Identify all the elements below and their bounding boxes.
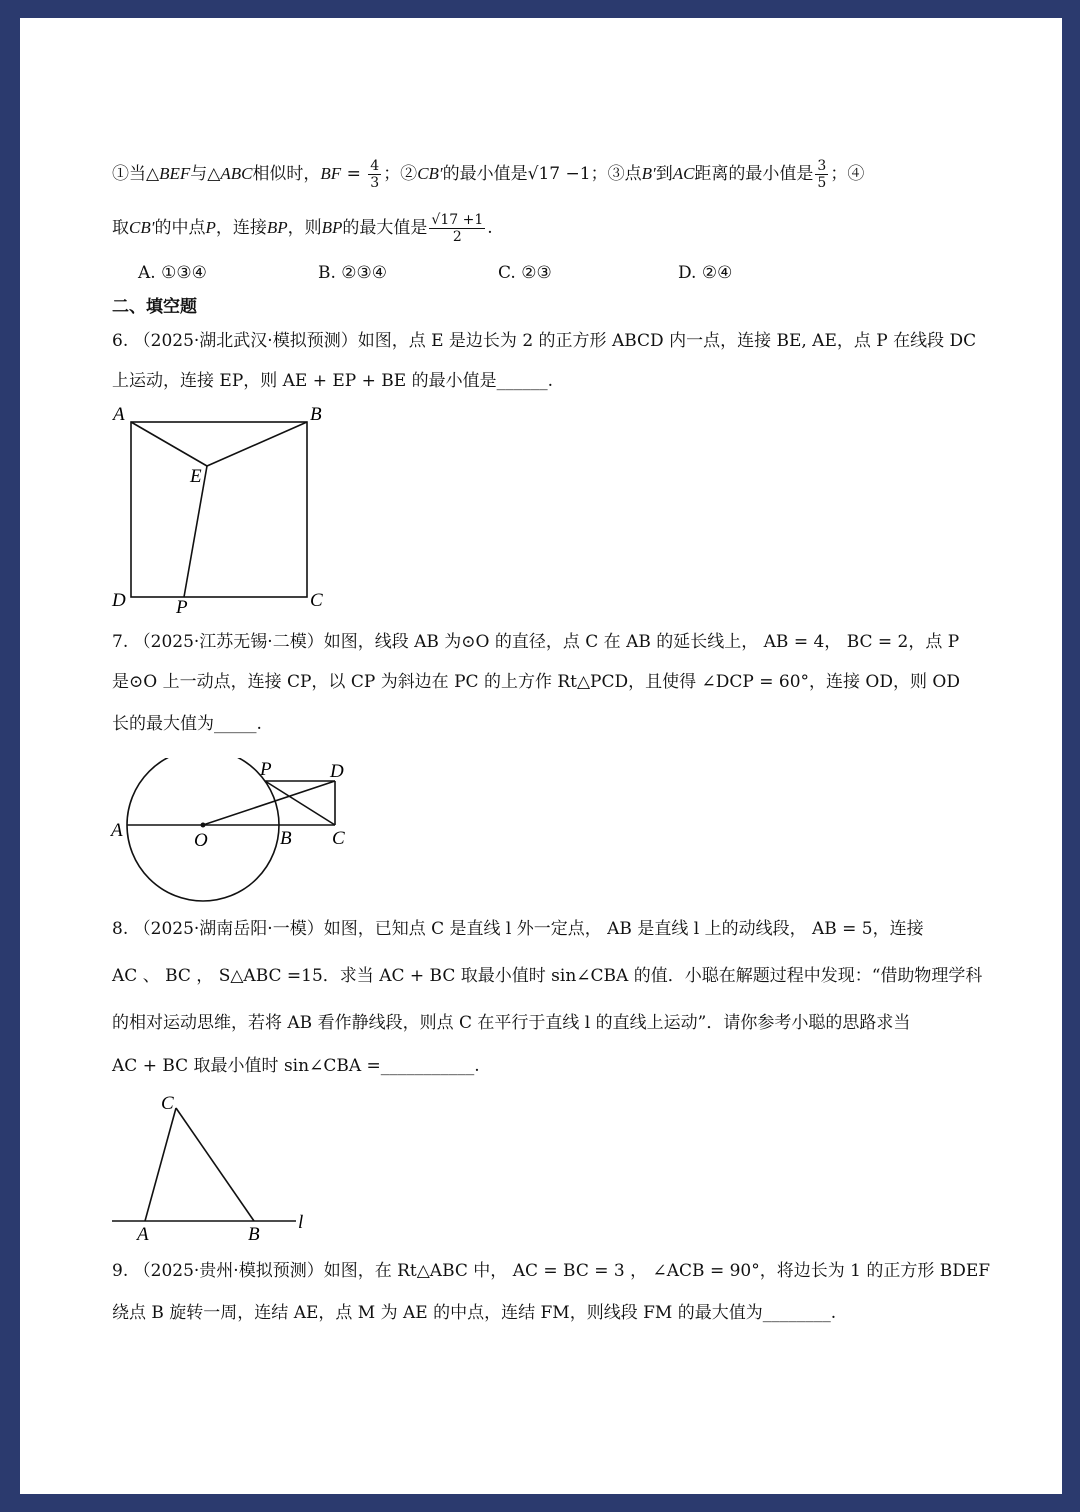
q7-line1: 7. （2025·江苏无锡·二模）如图，线段 AB 为⊙O 的直径，点 C 在 AB 的延长线上， AB = 4， BC = 2，点 P <box>112 632 960 652</box>
fraction-4-3: $\frac{4}{3}$ <box>370 158 380 191</box>
label-E: E <box>190 466 202 487</box>
option-c: C. ②③ <box>498 263 552 283</box>
label-B: B <box>248 1224 260 1245</box>
label-l: l <box>298 1212 304 1233</box>
q5-statement-line1: ①当△BEF与△ABC相似时，BF = $\frac{4}{3}$ ；②CB′的最小值是√17 −1；③点B′到AC距离的最小值是 $\frac{3}{5}$ ；④ <box>112 158 865 191</box>
q7-circle-diagram <box>108 758 378 903</box>
q8-triangle-diagram <box>108 1088 328 1248</box>
option-a: A. ①③④ <box>138 263 207 283</box>
q8-line3: 的相对运动思维，若将 AB 看作静线段，则点 C 在平行于直线 l 的直线上运动”．请你参考小聪的思路求当 <box>112 1013 911 1033</box>
fraction-sqrt17-plus1-over-2: $\frac{√17 +1}{2}$ <box>431 212 484 245</box>
label-A: A <box>137 1224 149 1245</box>
q6-line1: 6. （2025·湖北武汉·模拟预测）如图，点 E 是边长为 2 的正方形 ABCD 内一点，连接 BE, AE，点 P 在线段 DC <box>112 331 977 351</box>
label-D: D <box>330 761 344 782</box>
label-O: O <box>194 830 208 851</box>
q9-line1: 9. （2025·贵州·模拟预测）如图，在 Rt△ABC 中， AC = BC = 3 ， ∠ACB = 90°，将边长为 1 的正方形 BDEF <box>112 1261 991 1281</box>
q5-options <box>138 261 858 285</box>
label-C: C <box>161 1093 174 1114</box>
q6-square-diagram <box>108 400 338 615</box>
q8-line1: 8. （2025·湖南岳阳·一模）如图，已知点 C 是直线 l 外一定点， AB 是直线 l 上的动线段， AB = 5，连接 <box>112 919 924 939</box>
label-A: A <box>111 820 123 841</box>
label-B: B <box>310 404 322 425</box>
worksheet-page <box>20 18 1062 1494</box>
q8-line4: AC + BC 取最小值时 sin∠CBA =___________. <box>112 1056 480 1076</box>
label-P: P <box>260 759 272 780</box>
section-title: 二、填空题 <box>112 297 197 317</box>
q9-line2: 绕点 B 旋转一周，连结 AE，点 M 为 AE 的中点，连结 FM，则线段 FM 的最大值为________. <box>112 1303 837 1323</box>
label-C: C <box>332 828 345 849</box>
label-C: C <box>310 590 323 611</box>
label-D: D <box>112 590 126 611</box>
q6-line2: 上运动，连接 EP，则 AE + EP + BE 的最小值是______. <box>112 371 554 391</box>
label-P: P <box>176 597 188 615</box>
option-b: B. ②③④ <box>318 263 388 283</box>
fraction-3-5: $\frac{3}{5}$ <box>817 158 827 191</box>
q7-line3: 长的最大值为_____. <box>112 714 262 734</box>
label-B: B <box>280 828 292 849</box>
q7-line2: 是⊙O 上一动点，连接 CP，以 CP 为斜边在 PC 的上方作 Rt△PCD，且使得 ∠DCP = 60°，连接 OD，则 OD <box>112 672 960 692</box>
option-d: D. ②④ <box>678 263 733 283</box>
q8-line2: AC 、 BC ， S△ABC =15．求当 AC + BC 取最小值时 sin∠CBA 的值．小聪在解题过程中发现：“借助物理学科 <box>112 966 983 986</box>
q5-statement-line2: 取CB′的中点P，连接BP，则BP的最大值是 $\frac{√17 +1}{2}$ . <box>112 212 493 245</box>
label-A: A <box>113 404 125 425</box>
